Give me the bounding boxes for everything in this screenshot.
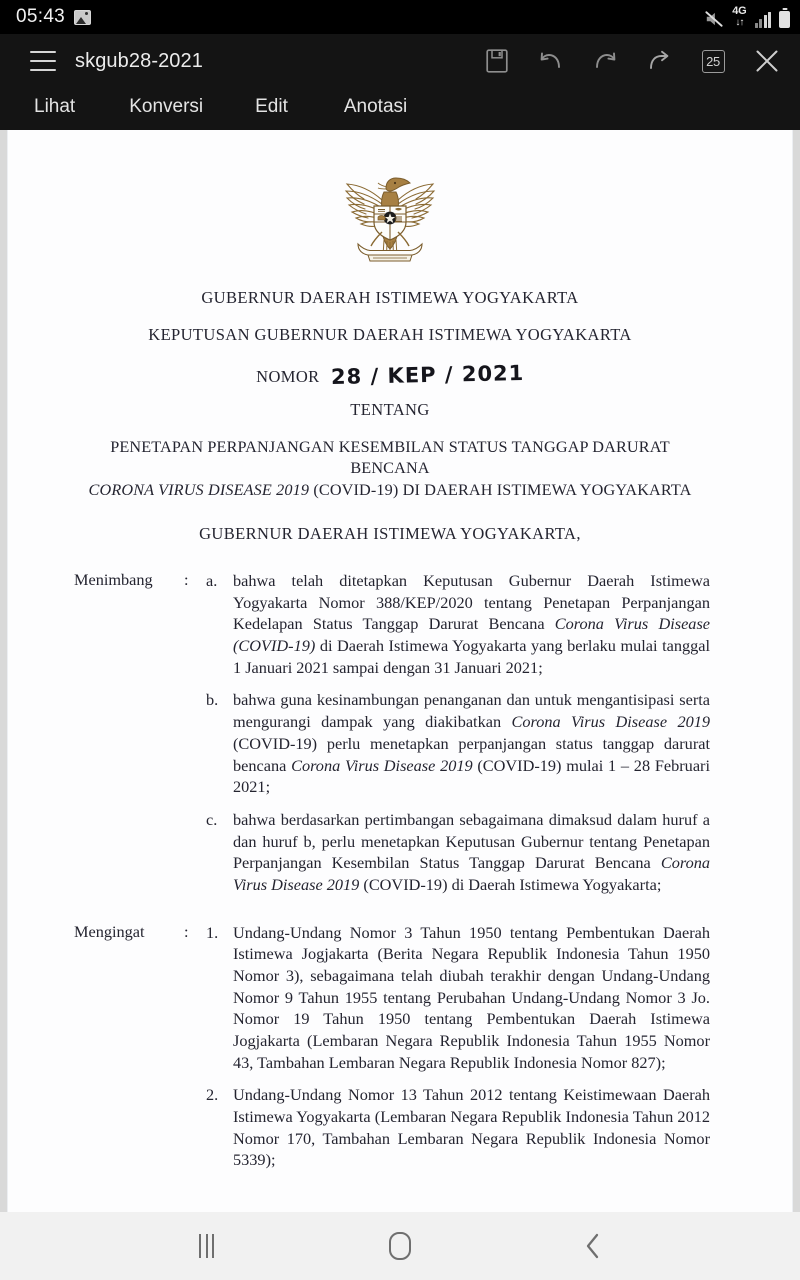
signal-icon (755, 12, 772, 28)
menu-bar (0, 84, 800, 130)
document-content (8, 130, 792, 1212)
status-bar-notifications (74, 10, 91, 25)
home-icon (389, 1232, 411, 1260)
mute-icon (704, 10, 724, 28)
menu-item-edit[interactable]: Edit (255, 96, 288, 117)
emblem-container (70, 166, 710, 266)
doc-nomor-label: NOMOR (256, 367, 320, 386)
doc-subject (70, 437, 710, 501)
clause-block-menimbang (70, 570, 710, 895)
app-bar-top-row (0, 38, 800, 84)
menu-item-lihat[interactable]: Lihat (34, 96, 76, 117)
clause-marker: 1. (206, 922, 219, 942)
clause-text: Undang-Undang Nomor 13 Tahun 2012 tentang Keistimewaan Daerah Istimewa Yogyakarta (Lembaran Negara Republik Indonesia Tahun 2012 Nomor 170, Tambahan Lembaran Negara Republik Indonesia Nomor 5339); (233, 1085, 710, 1170)
clause-items-mengingat (206, 922, 710, 1171)
page-count-button[interactable] (698, 46, 728, 76)
status-bar-clock: 05:43 (16, 6, 66, 27)
doc-subject-line-1: PENETAPAN PERPANJANGAN KESEMBILAN STATUS TANGGAP DARURAT BENCANA (110, 438, 670, 478)
doc-tentang-label: TENTANG (350, 400, 430, 419)
redo-icon[interactable] (590, 46, 620, 76)
network-4g-icon (732, 6, 746, 28)
clause-item (206, 922, 710, 1074)
clause-marker: 2. (206, 1085, 219, 1105)
clause-items-menimbang (206, 570, 710, 895)
app-bar (0, 34, 800, 130)
clause-label-mengingat: Mengingat (74, 921, 145, 941)
network-type-label: 4G (732, 4, 747, 17)
battery-icon (779, 11, 790, 28)
image-notification-icon (74, 10, 91, 25)
android-nav-bar (0, 1212, 800, 1280)
doc-nomor-value: 28 / KEP / 2021 (330, 360, 525, 390)
clause-marker: a. (206, 571, 218, 591)
doc-subject-rest: (COVID-19) DI DAERAH ISTIMEWA YOGYAKARTA (309, 480, 692, 499)
clause-text: bahwa telah ditetapkan Keputusan Gubernur Daerah Istimewa Yogyakarta Nomor 388/KEP/2020 tentang Penetapan Perpanjangan Kedelapan Status Tanggap Darurat Bencana Corona Virus Disease (COVID-19) di Daerah Istimewa Yogyakarta yang berlaku mulai tanggal 1 Januari 2021 sampai dengan 31 Januari 2021; (233, 571, 711, 677)
status-bar (0, 0, 800, 34)
clause-marker: c. (206, 809, 218, 829)
recents-button[interactable] (177, 1223, 237, 1269)
garuda-pancasila-emblem (338, 166, 442, 266)
clause-text: bahwa berdasarkan pertimbangan sebagaimana dimaksud dalam huruf a dan huruf b, perlu menetapkan Keputusan Gubernur tentang Penetapan Perpanjangan Kesembilan Status Tanggap Darurat Bencana Corona Virus Disease 2019 (COVID-19) di Daerah Istimewa Yogyakarta; (233, 809, 710, 894)
menu-item-konversi[interactable]: Konversi (129, 96, 204, 117)
doc-subject-italic: CORONA VIRUS DISEASE 2019 (88, 480, 310, 499)
back-button[interactable] (563, 1223, 623, 1269)
status-bar-system-icons (704, 6, 790, 29)
recents-icon (199, 1234, 215, 1258)
clause-label-menimbang: Menimbang (74, 570, 153, 590)
document-page[interactable] (8, 130, 792, 1212)
close-icon[interactable] (752, 46, 782, 76)
back-icon (583, 1231, 603, 1261)
clause-block-mengingat (70, 922, 710, 1171)
clause-item (206, 570, 710, 678)
save-icon[interactable] (482, 46, 512, 76)
home-button[interactable] (370, 1223, 430, 1269)
clause-colon-mengingat: : (184, 921, 189, 941)
clause-item (206, 809, 710, 896)
document-viewport[interactable] (0, 130, 800, 1212)
doc-heading-decree: KEPUTUSAN GUBERNUR DAERAH ISTIMEWA YOGYAKARTA (148, 325, 632, 344)
clause-item (206, 689, 710, 797)
document-title: skgub28-2021 (75, 49, 203, 72)
clause-text: bahwa guna kesinambungan penanganan dan untuk mengantisipasi serta mengurangi dampak yang diakibatkan Corona Virus Disease 2019 (COVID-19) perlu menetapkan perpanjangan status tanggap darurat bencana Corona Virus Disease 2019 (COVID-19) mulai 1 – 28 Februari 2021; (233, 690, 711, 797)
share-icon[interactable] (644, 46, 674, 76)
hamburger-menu-icon[interactable] (30, 51, 56, 71)
undo-icon[interactable] (536, 46, 566, 76)
toolbar-actions (482, 46, 782, 76)
doc-subject-line-2 (70, 480, 710, 501)
network-arrows: ↓↑ (735, 16, 744, 28)
doc-addressee: GUBERNUR DAERAH ISTIMEWA YOGYAKARTA, (199, 524, 581, 544)
clause-colon-menimbang: : (184, 570, 189, 590)
menu-item-anotasi[interactable]: Anotasi (343, 96, 408, 117)
doc-heading-governor: GUBERNUR DAERAH ISTIMEWA YOGYAKARTA (201, 288, 579, 307)
clause-text: Undang-Undang Nomor 3 Tahun 1950 tentang Pembentukan Daerah Istimewa Jogjakarta (Berita Negara Republik Indonesia Tahun 1950 Nomor 3), sebagaimana telah diubah terakhir dengan Undang-Undang Nomor 9 Tahun 1955 tentang Perubahan Undang-Undang Nomor 3 Jo. Nomor 19 Tahun 1950 tentang Pembentukan Daerah Istimewa Jogjakarta (Lembaran Negara Republik Indonesia Tahun 1955 Nomor 43, Tambahan Lembaran Negara Republik Indonesia Nomor 827); (233, 922, 710, 1072)
clause-item (206, 1084, 710, 1171)
doc-nomor-line (70, 360, 710, 390)
page-count-badge: 25 (702, 50, 725, 73)
clause-marker: b. (206, 690, 219, 710)
